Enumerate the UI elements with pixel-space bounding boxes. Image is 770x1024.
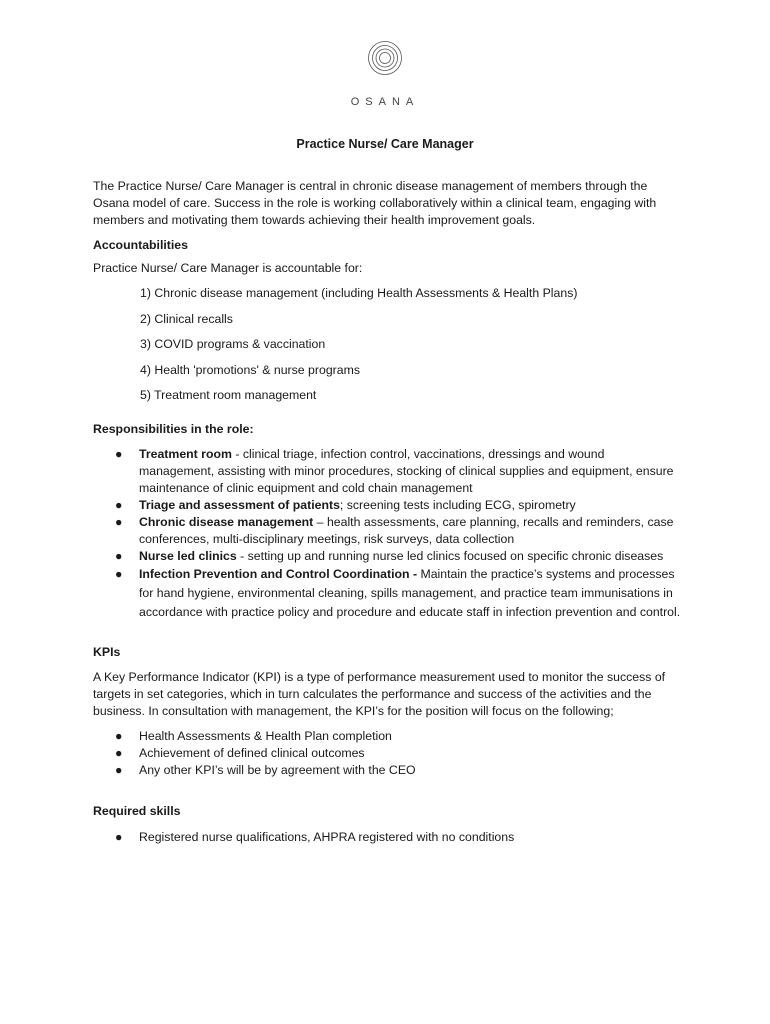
list-item <box>93 548 683 565</box>
responsibility-text: Maintain the practice’s systems and processes for hand hygiene, environmental cleaning, spills management, and practice team immunisations in accordance with practice policy and procedure and educate staff in infection prevention and control. <box>139 567 681 619</box>
list-item <box>93 514 683 548</box>
responsibility-term: Triage and assessment of patients <box>139 498 340 512</box>
bullet-icon: ● <box>115 567 123 581</box>
skills-heading: Required skills <box>93 804 181 818</box>
osana-circle-icon <box>367 40 403 76</box>
list-item: 2) Clinical recalls <box>140 311 233 326</box>
bullet-icon: ● <box>115 729 123 743</box>
skill-text: Registered nurse qualifications, AHPRA registered with no conditions <box>139 830 515 844</box>
osana-logo <box>350 40 420 110</box>
kpi-text: Achievement of defined clinical outcomes <box>139 746 365 760</box>
responsibility-term: Nurse led clinics <box>139 549 237 563</box>
responsibility-text: - setting up and running nurse led clinics focused on specific chronic diseases <box>236 549 664 563</box>
intro-paragraph: The Practice Nurse/ Care Manager is central in chronic disease management of members through the Osana model of care. Success in the role is working collaboratively within a clinical team, engaging with members and motivating them towards achieving their health improvement goals. <box>93 179 657 227</box>
list-item: 1) Chronic disease management (including Health Assessments & Health Plans) <box>140 286 578 300</box>
list-item: 4) Health 'promotions' & nurse programs <box>140 362 360 377</box>
bullet-icon: ● <box>115 763 123 777</box>
kpis-heading: KPIs <box>93 645 121 659</box>
accountabilities-list <box>140 285 683 404</box>
responsibility-text: ; screening tests including ECG, spirometry <box>339 498 576 512</box>
responsibility-text: – health assessments, care planning, recalls and reminders, case conferences, multi-disciplinary meetings, risk surveys, data collection <box>139 515 674 546</box>
responsibility-term: Infection Prevention and Control Coordination - <box>139 567 421 581</box>
responsibility-term: Chronic disease management <box>139 515 314 529</box>
page-title: Practice Nurse/ Care Manager <box>296 137 474 151</box>
bullet-icon: ● <box>115 746 123 760</box>
kpis-paragraph: A Key Performance Indicator (KPI) is a type of performance measurement used to monitor the success of targets in set categories, which in turn calculates the performance and success of the activities and the business. In consultation with management, the KPI’s for the position will focus on the following; <box>93 670 666 718</box>
list-item <box>93 565 683 622</box>
bullet-icon: ● <box>115 498 123 512</box>
bullet-icon: ● <box>115 830 123 844</box>
list-item <box>93 497 683 514</box>
responsibilities-list <box>93 446 683 622</box>
list-item: 5) Treatment room management <box>140 388 317 402</box>
list-item <box>93 745 683 762</box>
logo-wordmark: OSANA <box>350 96 420 108</box>
document-body <box>93 178 683 846</box>
list-item <box>93 446 683 497</box>
bullet-icon: ● <box>115 515 123 529</box>
responsibilities-heading: Responsibilities in the role: <box>93 422 254 436</box>
responsibility-term: Treatment room <box>139 447 232 461</box>
list-item: 3) COVID programs & vaccination <box>140 337 326 351</box>
skills-list <box>93 829 683 846</box>
accountabilities-lead: Practice Nurse/ Care Manager is accountable for: <box>93 261 363 275</box>
kpis-list <box>93 728 683 779</box>
list-item <box>93 829 683 846</box>
bullet-icon: ● <box>115 549 123 563</box>
list-item <box>93 762 683 779</box>
bullet-icon: ● <box>115 447 123 461</box>
kpi-text: Any other KPI’s will be by agreement with the CEO <box>139 763 416 777</box>
kpi-text: Health Assessments & Health Plan completion <box>139 729 392 743</box>
list-item <box>93 728 683 745</box>
responsibility-text: - clinical triage, infection control, vaccinations, dressings and wound management, assisting with minor procedures, stocking of clinical supplies and equipment, ensure maintenance of clinic equipment and cold chain management <box>139 447 674 495</box>
accountabilities-heading: Accountabilities <box>93 238 188 252</box>
